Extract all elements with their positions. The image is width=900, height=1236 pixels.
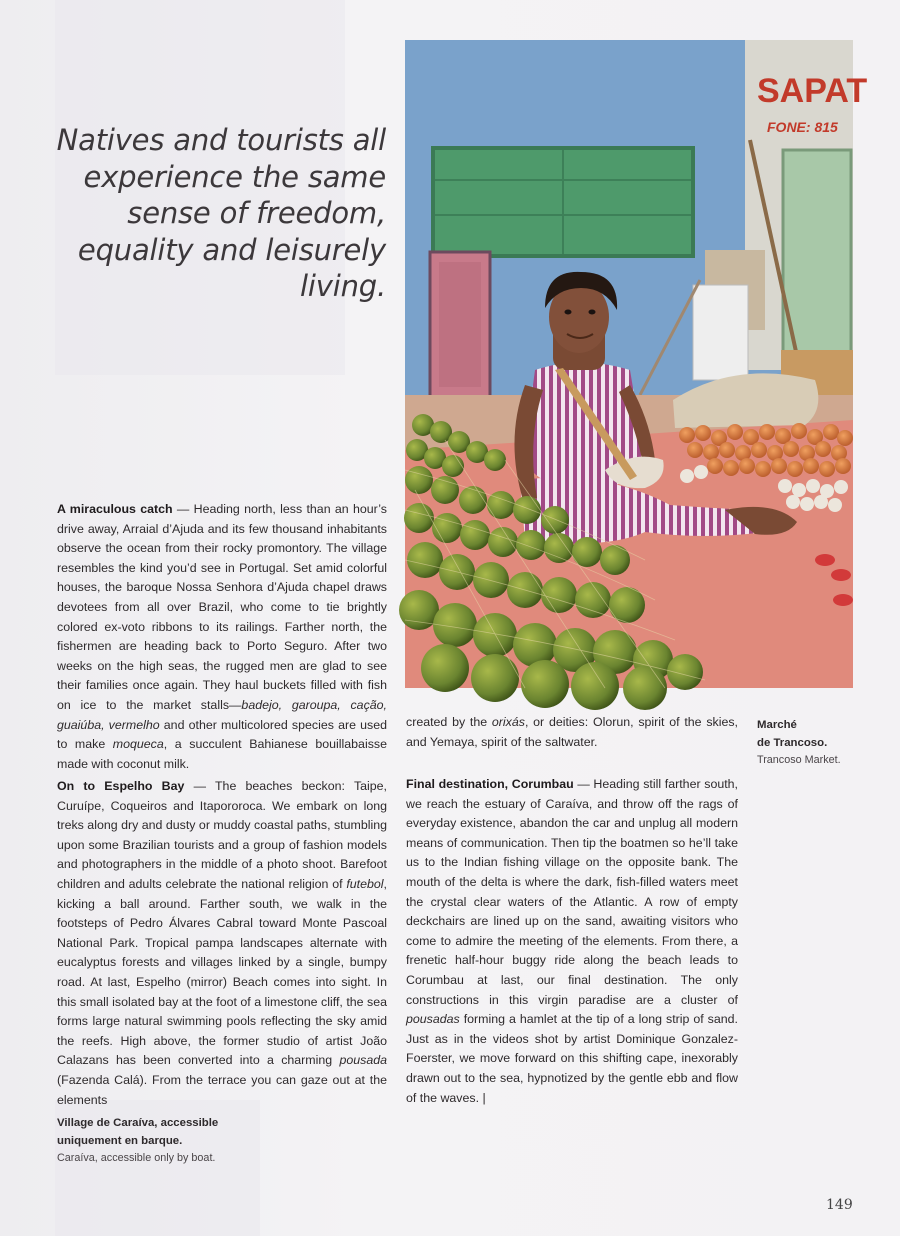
italic-term: pousadas xyxy=(406,1012,460,1027)
body-text: , or deities: Olorun, spirit of the skies, and Yemaya, spirit of the saltwater. xyxy=(406,715,738,749)
italic-term: futebol xyxy=(346,876,384,891)
body-text: — Heading still farther south, we reach the estuary of Caraíva, and throw off the rags of everyday existence, abandon the car and unplug all modern means of communication. Then tip the boatmen so he’ll take us to the Indian fishing village on the opposite bank. The mouth of the delta is where the dark, fish-filled waters meet the crystal clear waters of the Atlantic. A row of empty deckchairs are lined up on the sand, awaiting visitors who come to admire the meeting of the elements. From there, a frenetic half-hour buggy ride along the beach leads to Corumbau at last, our final destination. The only constructions in this virgin paradise are a cluster of xyxy=(406,777,738,1007)
bottom-caption-title-1: Village de Caraíva, accessible xyxy=(57,1117,219,1129)
body-text: — Heading north, less than an hour’s drive away, Arraial d’Ajuda and its few thousand inhabitants observe the ocean from their rocky promontory. The village resembles the kind you’d see in Portugal. Set amid colorful houses, the baroque Nossa Senhora d’Ajuda chapel draws devotees from all over Brazil, who come to tie brightly colored ex-voto ribbons to its railings. Farther north, the fishermen are heading back to Porto Seguro. After two weeks on the high seas, the rugged men are glad to see their families once again. They haul buckets filled with fish on ice to the market stalls— xyxy=(57,502,387,712)
italic-fish-names: badejo, garoupa, cação, guaiúba, vermelho xyxy=(57,697,387,732)
article-column-1-para-1 xyxy=(57,500,387,774)
italic-term: orixás xyxy=(491,715,525,729)
italic-term: moqueca xyxy=(112,737,164,752)
photo-caption-title-1: Marché xyxy=(757,719,797,731)
bottom-caption xyxy=(57,1114,267,1166)
body-text: — The beaches beckon: Taipe, Curuípe, Coqueiros and Itapororoca. We embark on long treks along dry and dusty or muddy coastal paths, stumbling upon some Brazilian tourists and a group of fashion models and photographers in the middle of a photo shoot. Barefoot children and adults celebrate the national religion of xyxy=(57,779,388,891)
section-heading-espelho-bay: On to Espelho Bay xyxy=(57,779,185,793)
body-text: and other multicolored species are used to make xyxy=(57,717,387,752)
sign-sub-text: FONE: 815 xyxy=(767,119,838,135)
italic-term: pousada xyxy=(339,1053,387,1068)
body-text: , a succulent Bahianese bouillabaisse made with coconut milk. xyxy=(57,737,387,771)
article-column-2-para-1 xyxy=(406,713,738,752)
body-text: forming a hamlet at the tip of a long strip of sand. Just as in the videos shot by artist Dominique Gonzalez-Foerster, we move forward on this shifting cape, inexorably drawn out to the sea, hypnotized by the gentle ebb and flow of the waves. | xyxy=(406,1012,738,1105)
section-heading-miraculous-catch: A miraculous catch xyxy=(57,502,173,516)
photo-caption-subtitle: Trancoso Market. xyxy=(757,754,841,766)
photo-caption-title-2: de Trancoso. xyxy=(757,737,828,749)
bottom-caption-title-2: uniquement en barque. xyxy=(57,1135,183,1147)
pull-quote: Natives and tourists all experience the same sense of freedom, equality and leisurely living. xyxy=(56,123,386,303)
bottom-caption-subtitle: Caraíva, accessible only by boat. xyxy=(57,1152,216,1164)
article-column-1-para-2 xyxy=(57,777,387,1110)
photo-caption xyxy=(757,716,867,768)
body-text: , kicking a ball around. Farther south, we walk in the footsteps of Pedro Álvares Cabral toward Monte Pascoal National Park. Tropical pampa landscapes alternate with eucalyptus forests and villages linked by a single, bumpy road. At last, Espelho (mirror) Beach comes into sight. In this small isolated bay at the foot of a limestone cliff, the sea forms large natural swimming pools reflecting the sky amid the reefs. High above, the former studio of artist João Calazans has been converted into a charming xyxy=(57,876,387,1068)
market-photo xyxy=(405,40,868,688)
article-column-2-para-2 xyxy=(406,775,738,1108)
body-text: created by the xyxy=(406,715,492,729)
section-heading-corumbau: Final destination, Corumbau xyxy=(406,777,574,791)
body-text: (Fazenda Calá). From the terrace you can gaze out at the elements xyxy=(57,1072,387,1107)
sign-text: SAPAT xyxy=(757,72,868,110)
page-number: 149 xyxy=(826,1197,853,1213)
